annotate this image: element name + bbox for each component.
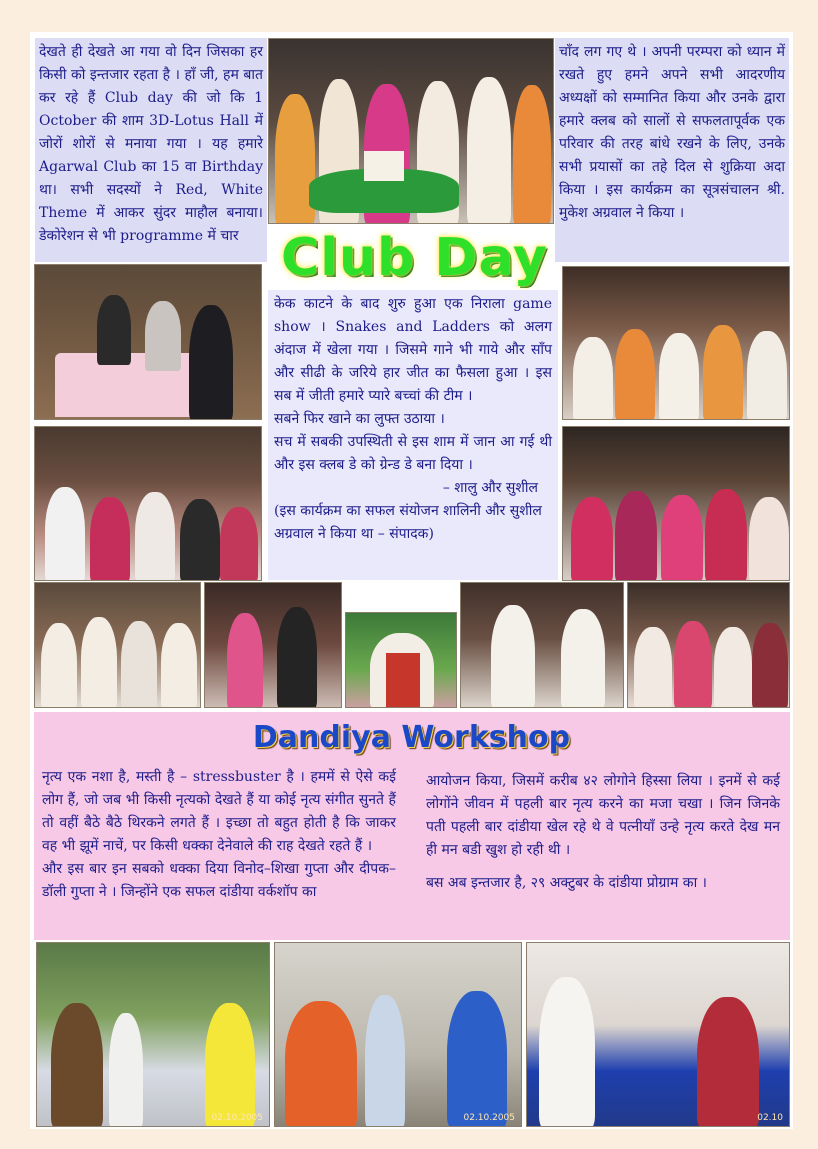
audience-children-photo xyxy=(34,426,262,581)
awaiting-paragraph: बस अब इन्तजार है, २९ अक्टुबर के दांडीया प्रोग्राम का । xyxy=(426,875,707,891)
participants-paragraph: आयोजन किया, जिसमें करीब ४२ लोगोने हिस्सा लिया । इनमें से कई लोगोंने जीवन में पहली बार नृत्य करने का मजा चखा । जिन जिनके पती पहली बार दांडीया खेल रहे थे वे पत्नीयाँ उन्हे नृत्य करते देख मन ही मन बडी खुश हो रही थी । xyxy=(426,773,780,858)
grand-day-paragraph: सच में सबकी उपस्थिती से इस शाम में जान आ गई थी और इस क्लब डे को ग्रेन्ड डे बना दिया । xyxy=(274,434,552,473)
men-dancing-photo xyxy=(460,582,624,708)
dandiya-sticks-photo xyxy=(274,942,522,1127)
seated-men-photo xyxy=(562,266,790,420)
dandiya-outdoor-photo xyxy=(36,942,270,1127)
photo-date-stamp: 02.10 xyxy=(757,1113,783,1123)
club-day-intro-text: देखते ही देखते आ गया वो दिन जिसका हर किसी को इन्तजार रहता है । हाँ जी, हम बात कर रहे हैं Club day की जो कि 1 October की शाम 3D-Lotus Hall में जोरों शोरों से मनाया गया । यह हमारे Agarwal Club का 15 वा Birthday था। सभी सदस्यों ने Red, White Theme में आकर सुंदर माहौल बनाया। डेकोरेशन से भी programme में चार xyxy=(35,38,267,262)
dandiya-couple-photo xyxy=(526,942,790,1127)
dandiya-workshop-title: Dandiya Workshop xyxy=(252,720,571,755)
club-day-center-text xyxy=(268,290,558,580)
photo-date-stamp: 02.10.2005 xyxy=(463,1113,515,1123)
dandiya-right-text xyxy=(422,770,784,936)
dancing-couple-photo xyxy=(204,582,342,708)
seated-women-photo xyxy=(562,426,790,581)
anchor-speaking-photo xyxy=(345,612,457,708)
editor-credit: (इस कार्यक्रम का सफल संयोजन शालिनी और सुशील अग्रवाल ने किया था – संपादक) xyxy=(274,503,542,542)
audience-seated-photo xyxy=(627,582,790,708)
photo-date-stamp: 02.10.2005 xyxy=(211,1113,263,1123)
club-day-title: Club Day xyxy=(281,228,548,288)
dandiya-left-text xyxy=(38,766,400,938)
dinner-paragraph: सबने फिर खाने का लुफ्त उठाया । xyxy=(274,411,445,427)
game-show-table-photo xyxy=(34,264,262,420)
organizers-paragraph: और इस बार इन सबको धक्का दिया विनोद–शिखा गुप्ता और दीपक–डॉली गुप्ता ने । जिन्होंने एक सफल दांडीया वर्कशॉप का xyxy=(42,861,396,900)
dance-intro-paragraph: नृत्य एक नशा है, मस्ती है – stressbuster है । हममें से ऐसे कई लोग हैं, जो जब भी किसी नृत्यको देखते हैं या कोई नृत्य संगीत सुनते हैं तो वहीं बैठे बैठे थिरकने लगते हैं । इच्छा तो बहुत होती है कि जाकर वह भी झूमें नाचें, पर किसी धक्का देनेवाले की राह देखते रहते हैं । xyxy=(42,769,396,854)
club-day-continued-text: चाँद लग गए थे । अपनी परम्परा को ध्यान में रखते हुए हमने अपने सभी आदरणीय अध्यक्षों को सम्मानित किया और उनके द्वारा हमारे क्लब को सालों से सफलतापूर्वक एक परिवार की तरह बांधे रखने के लिए, उनके सभी प्रयासों का तहे दिल से शुक्रिया अदा किया । इस कार्यक्रम का सूत्रसंचालन श्री. मुकेश अग्रवाल ने किया । xyxy=(555,38,789,262)
cake-cutting-photo xyxy=(268,38,554,224)
signature: – शालु और सुशील xyxy=(442,480,538,496)
game-show-paragraph: केक काटने के बाद शुरु हुआ एक निराला game show । Snakes and Ladders को अलग अंदाज में खेला गया । जिसमे गाने भी गाये और साँप और सीढी के जरिये हार जीत का फैसला हुआ । इस सब में जीती हमारे प्यारे बच्चां की टीम । xyxy=(274,296,552,404)
members-group-photo xyxy=(34,582,201,708)
